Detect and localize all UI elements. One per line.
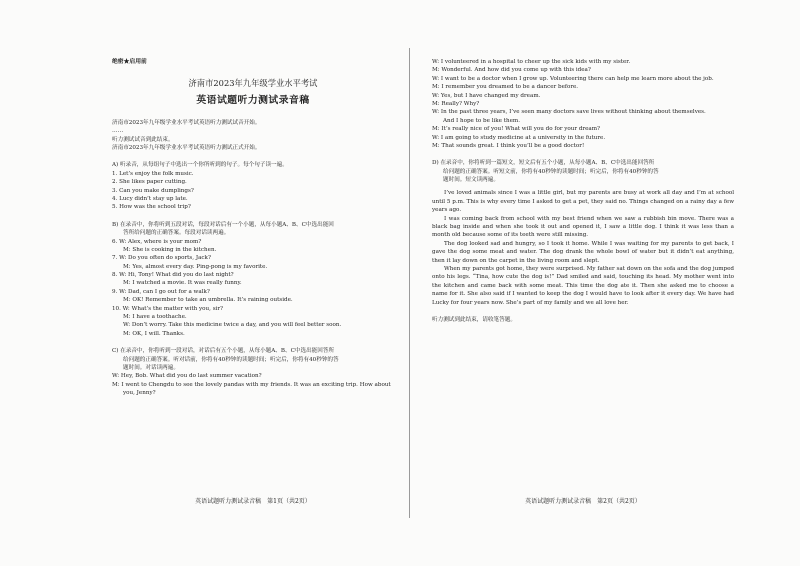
page-1 <box>112 58 394 520</box>
dialogue-line: M: I went to Chengdu to see the lovely pandas with my friends. It was an exciting trip. How about <box>112 381 391 388</box>
page-divider <box>409 48 410 518</box>
passage-paragraph: The dog looked sad and hungry, so I took it home. While I was waiting for my parents to get back, I gave the dog some meat and water. The dog drank the whole bowl of water but it didn’t eat anything, then it lay down on the carpet in the living room and slept. <box>432 240 734 264</box>
dialogue-line: W: I am going to study medicine at a university in the future. <box>432 134 606 141</box>
intro-line: 听力测试试音到此结束。 <box>112 136 174 143</box>
dialogue-line: 6. W: Alex, where is your mom? <box>112 238 202 245</box>
passage-paragraph: When my parents got home, they were surprised. My father sat down on the sofa and the dog jumped onto his legs. “Tina, how cute the dog is!” Dad smiled and said, touching its head. My mother went into the kitchen and came back with some meat. This time the dog ate it. Then she asked me to choose a name for it. She also said if I wanted to keep the dog I would have to look after it every day. We have had Lucky for four years now. She’s part of my family and we all love her. <box>432 265 734 306</box>
section-a-item: 1. Let’s enjoy the folk music. <box>112 170 194 177</box>
dialogue-line: W: I want to be a doctor when I grow up. Volunteering there can help me learn more about the job. <box>432 75 714 82</box>
section-b-instruction: B) 在录音中，你将听到五段对话，每段对话后有一个小题，从每小题A、B、C中选出能回 <box>112 221 334 228</box>
dialogue-line: M: I have a toothache. <box>123 314 187 321</box>
dialogue-line: M: That sounds great. I think you’ll be a good doctor! <box>432 142 585 149</box>
dialogue-line: 8. W: Hi, Tony! What did you do last night? <box>112 272 234 279</box>
closing-line: 听力测试到此结束，请收笔答题。 <box>432 316 516 323</box>
document-title: 英语试题听力测试录音稿 <box>196 95 310 107</box>
intro-line: 济南市2023年九年级学业水平考试英语听力测试试音开始。 <box>112 119 261 126</box>
dialogue-line: M: She is cooking in the kitchen. <box>123 246 217 253</box>
section-a-instruction: A) 听录音，从每组句子中选出一个你所听到的句子。每个句子读一遍。 <box>112 162 288 169</box>
dialogue-line: W: In the past three years, I’ve seen many doctors save lives without thinking about themselves. <box>432 109 706 116</box>
secret-mark: 绝密★启用前 <box>112 59 147 65</box>
section-d-instruction: D) 在录音中，你将听到一篇短文，短文后有五个小题，从每小题A、B、C中选出能回答所 <box>432 160 655 167</box>
page-2-footer: 英语试题听力测试录音稿 第2页（共2页） <box>525 498 641 505</box>
dialogue-line: W: Don’t worry. Take this medicine twice a day, and you will feel better soon. <box>123 322 342 329</box>
section-a-item: 4. Lucy didn’t stay up late. <box>112 195 188 202</box>
dialogue-line: M: Really? Why? <box>432 100 480 107</box>
page-2 <box>432 58 734 520</box>
dialogue-line: W: I volunteered in a hospital to cheer up the sick kids with my sister. <box>432 59 631 65</box>
page-1-footer: 英语试题听力测试录音稿 第1页（共2页） <box>195 498 311 505</box>
intro-line: 济南市2023年九年级学业水平考试英语听力测试正式开始。 <box>112 144 261 151</box>
dialogue-line: W: Hey, Bob. What did you do last summer vacation? <box>112 373 262 380</box>
dialogue-line: M: OK, I will. Thanks. <box>123 330 185 337</box>
dialogue-line: M: I watched a movie. It was really funny. <box>123 280 242 287</box>
section-c-instruction: C) 在录音中，你将听到一段对话，对话后有五个小题，从每小题A、B、C中选出能回答所 <box>112 348 335 355</box>
dialogue-line: 10. W: What’s the matter with you, sir? <box>112 305 224 312</box>
section-d-instruction: 题时间。短文读两遍。 <box>443 177 499 184</box>
section-c-instruction: 题时间。对话读两遍。 <box>123 364 179 371</box>
dialogue-line: M: OK! Remember to take an umbrella. It’s raining outside. <box>123 297 293 304</box>
section-a-item: 5. How was the school trip? <box>112 204 191 211</box>
dialogue-line: 7. W: Do you often do sports, Jack? <box>112 255 211 262</box>
section-c-instruction: 给问题的正确答案。听对话前，你将有40秒钟的读题时间；听完后，你将有40秒钟的答 <box>123 356 339 363</box>
dialogue-line: And I hope to be like them. <box>443 117 520 124</box>
section-d-instruction: 给问题的正确答案。听短文前，你将有40秒钟的读题时间；听完后，你将有40秒钟的答 <box>443 168 659 175</box>
passage-paragraph: I was coming back from school with my best friend when we saw a rubbish bin move. There was a black bag inside and when she took it out and opened it, I saw a little dog. I think it was less than a month old because some of its teeth were still missing. <box>432 215 734 239</box>
dialogue-line: 9. W: Dad, can I go out for a walk? <box>112 288 210 295</box>
exam-title: 济南市2023年九年级学业水平考试 <box>188 77 318 88</box>
dialogue-line: you, Jenny? <box>123 390 156 397</box>
section-a-item: 2. She likes paper cutting. <box>112 179 187 186</box>
dialogue-line: M: Wonderful. And how did you come up with this idea? <box>432 67 591 74</box>
section-a-item: 3. Can you make dumplings? <box>112 187 194 194</box>
passage-paragraph: I’ve loved animals since I was a little girl, but my parents are busy at work all day and I’m at school until 5 p.m. This is why every time I asked to get a pet, they said no. Things changed on a rainy day a few years ago. <box>432 190 734 214</box>
intro-line: …… <box>112 128 124 135</box>
dialogue-line: W: Yes, but I have changed my dream. <box>432 92 541 99</box>
section-b-instruction: 答所给问题的正确答案。每段对话读两遍。 <box>123 230 230 237</box>
dialogue-line: M: I remember you dreamed to be a dancer before. <box>432 84 579 91</box>
dialogue-line: M: It’s really nice of you! What will you do for your dream? <box>432 126 601 133</box>
dialogue-line: M: Yes, almost every day. Ping-pong is my favorite. <box>123 263 268 270</box>
